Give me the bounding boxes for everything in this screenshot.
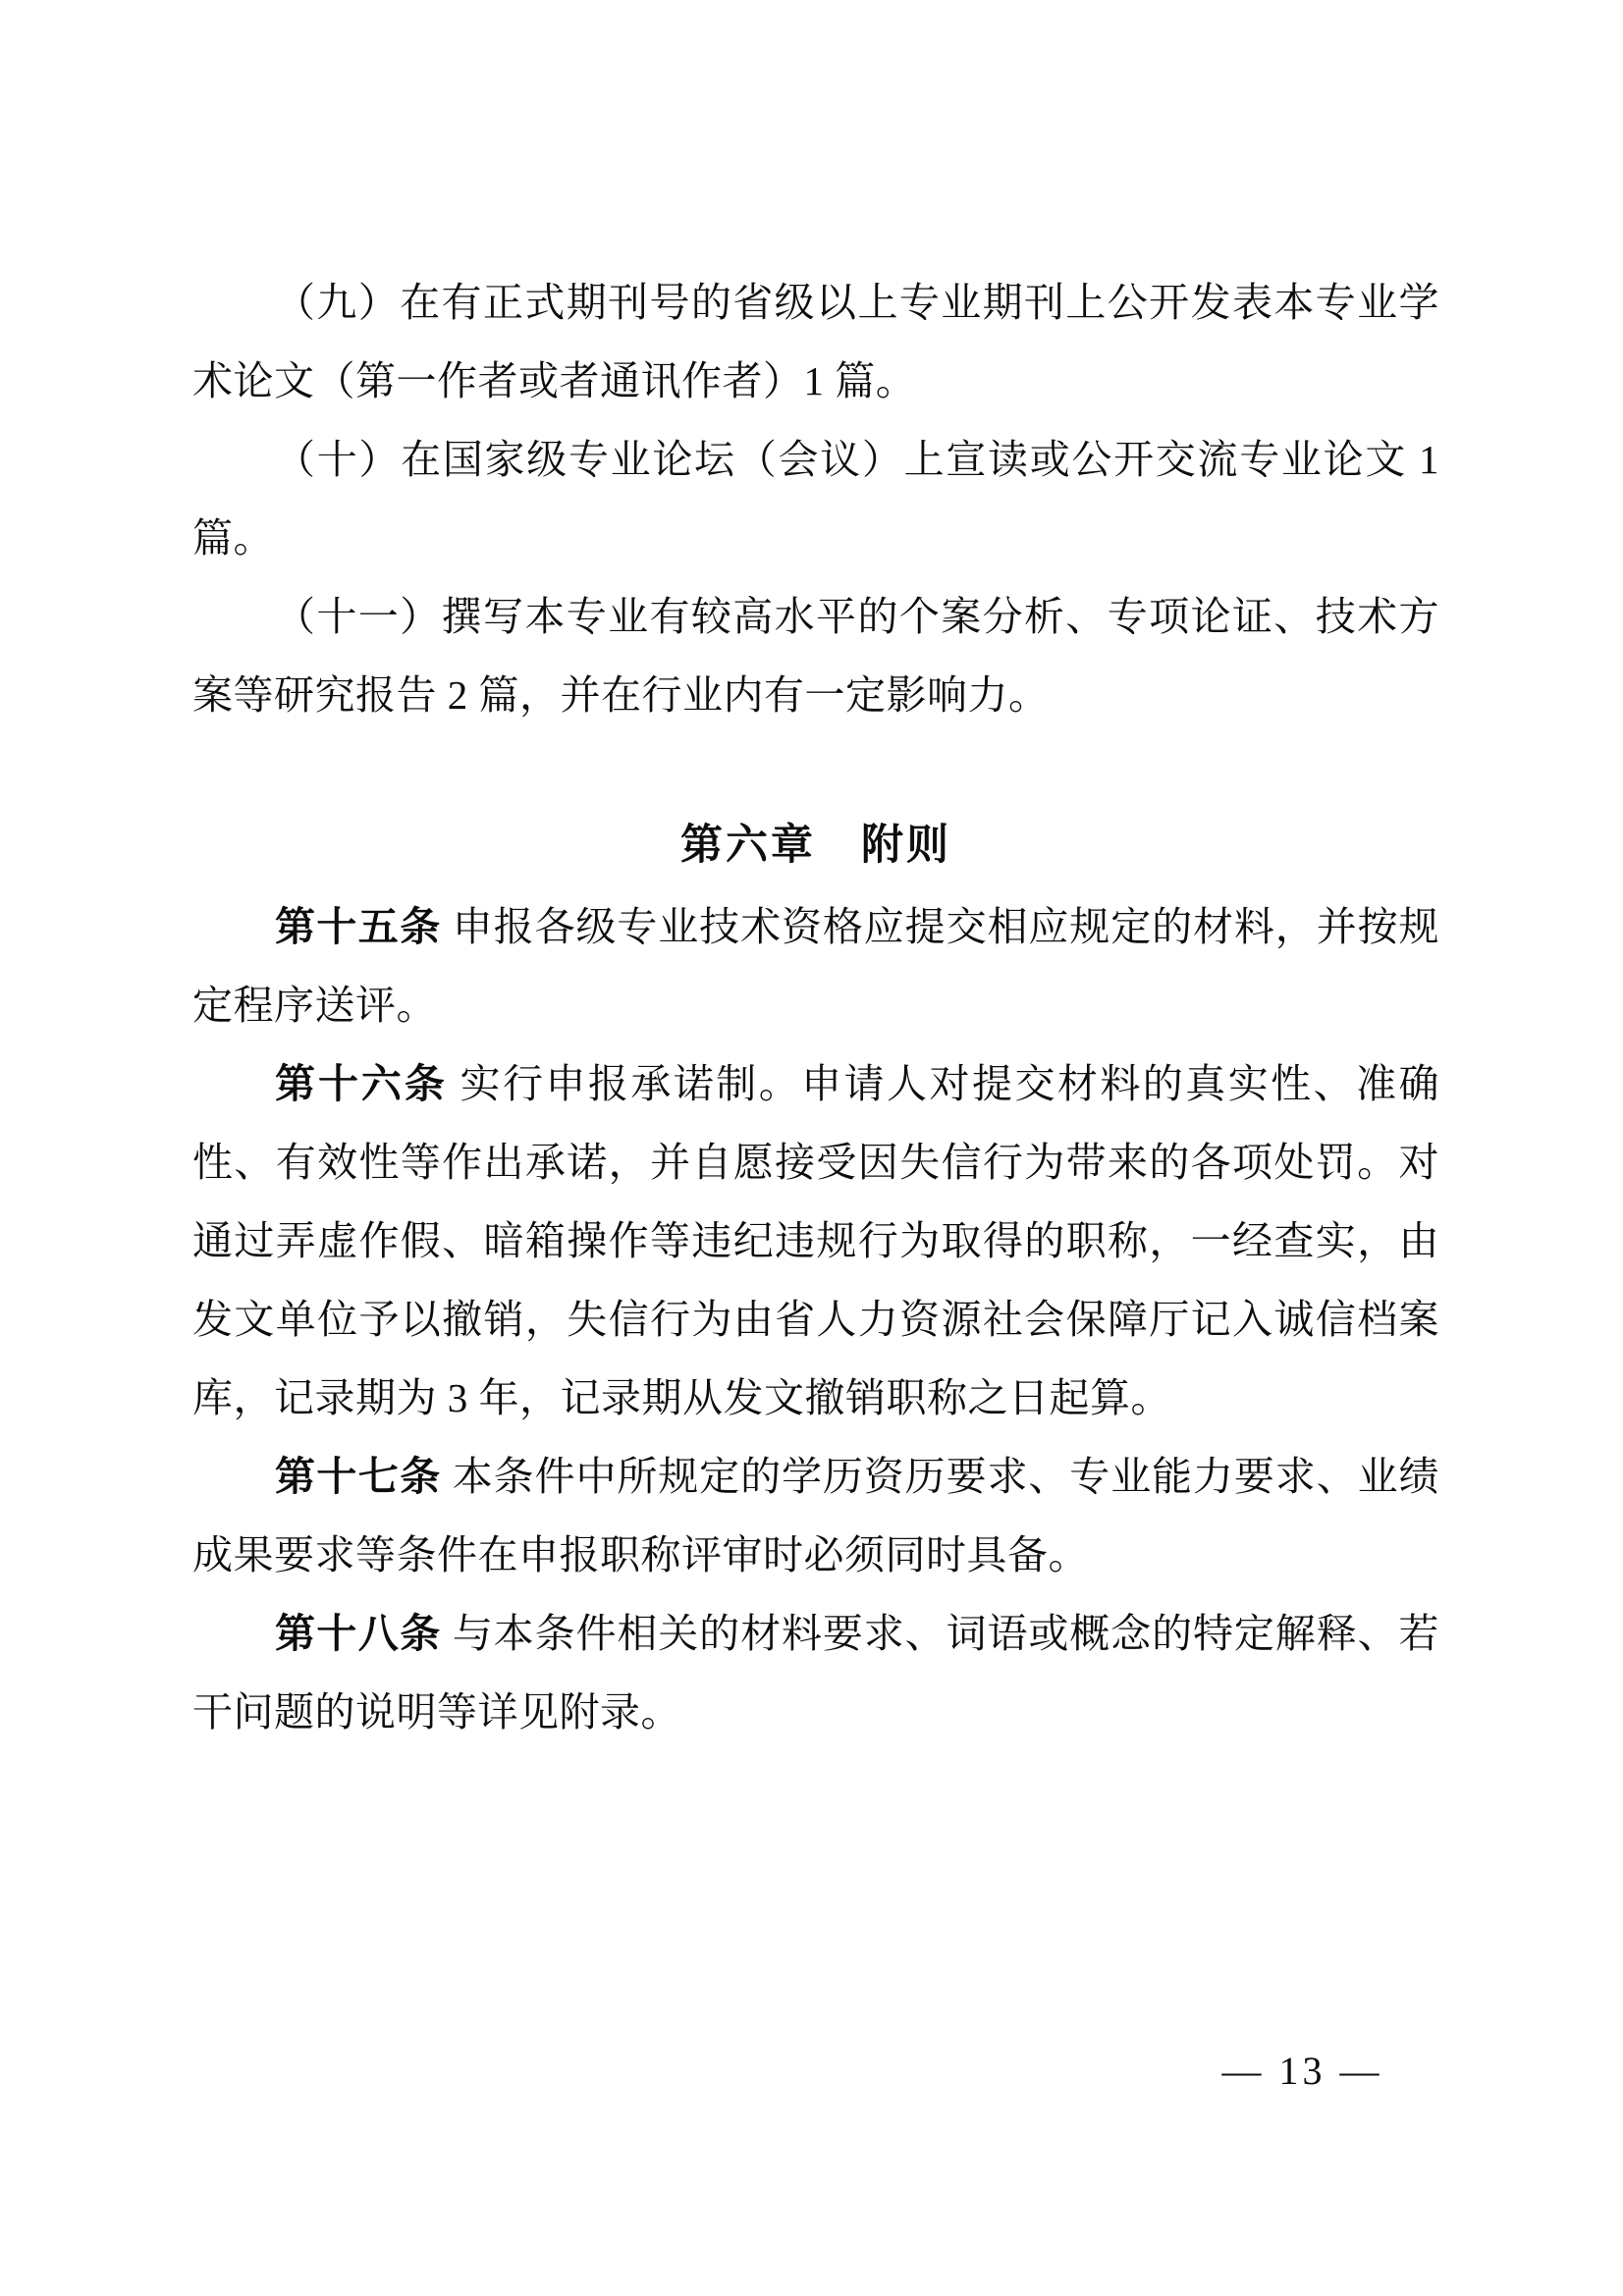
page-footer bbox=[0, 2048, 1623, 2094]
paragraph-item-nine: （九）在有正式期刊号的省级以上专业期刊上公开发表本专业学术论文（第一作者或者通讯作者）1 篇。 bbox=[192, 280, 1439, 403]
article-17-label: 第十七条 bbox=[275, 1454, 442, 1499]
chapter-heading: 第六章 附则 bbox=[680, 823, 951, 869]
chapter-spacer bbox=[192, 734, 1439, 807]
article-16 bbox=[192, 1044, 1439, 1437]
article-15-label: 第十五条 bbox=[275, 904, 442, 949]
paragraph-item-eleven: （十一）撰写本专业有较高水平的个案分析、专项论证、技术方案等研究报告 2 篇，并在行业内有一定影响力。 bbox=[192, 594, 1439, 718]
page-number: — 13 — bbox=[1221, 2049, 1383, 2093]
paragraph-item-ten: （十）在国家级专业论坛（会议）上宣读或公开交流专业论文 1 篇。 bbox=[192, 437, 1439, 561]
page-body bbox=[192, 263, 1439, 1751]
article-18-text: 与本条件相关的材料要求、词语或概念的特定解释、若干问题的说明等详见附录。 bbox=[192, 1611, 1440, 1735]
article-15 bbox=[192, 887, 1439, 1044]
article-16-text: 实行申报承诺制。申请人对提交材料的真实性、准确性、有效性等作出承诺，并自愿接受因失信行为带来的各项处罚。对通过弄虚作假、暗箱操作等违纪违规行为取得的职称，一经查实，由发文单位予以撤销，失信行为由省人力资源社会保障厅记入诚信档案库，记录期为 3 年，记录期从发文撤销职称之日起算。 bbox=[192, 1061, 1440, 1420]
article-15-text: 申报各级专业技术资格应提交相应规定的材料，并按规定程序送评。 bbox=[192, 904, 1440, 1028]
article-17-text: 本条件中所规定的学历资历要求、专业能力要求、业绩成果要求等条件在申报职称评审时必须同时具备。 bbox=[192, 1454, 1440, 1577]
article-18-label: 第十八条 bbox=[275, 1611, 442, 1656]
article-18 bbox=[192, 1594, 1439, 1751]
article-17 bbox=[192, 1437, 1439, 1594]
article-16-label: 第十六条 bbox=[275, 1061, 448, 1106]
